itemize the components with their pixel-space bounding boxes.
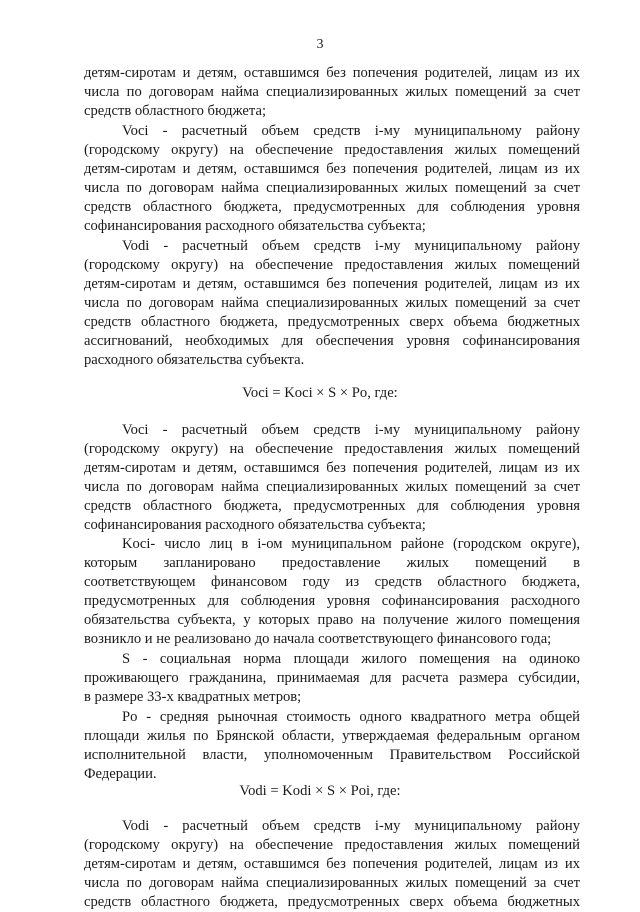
text-line: Vodi - расчетный объем средств i-му муниципальному району — [122, 238, 580, 254]
text-line: числа по договорам найма специализированных жилых помещений за счет — [84, 875, 580, 891]
text-line: (городскому округу) на обеспечение предоставления жилых помещений — [84, 837, 580, 853]
text-line: детям-сиротам и детям, оставшимся без попечения родителей, лицам из их — [84, 65, 580, 81]
text-line: площади жилья по Брянской области, утверждаемая федеральным органом — [84, 728, 580, 744]
text-line: проживающего гражданина, принимаемая для расчета размера субсидии, — [84, 670, 580, 686]
text-line: числа по договорам найма специализированных жилых помещений за счет — [84, 479, 580, 495]
text-line: детям-сиротам и детям, оставшимся без попечения родителей, лицам из их — [84, 161, 580, 177]
text-line: средств областного бюджета; — [84, 103, 266, 119]
formula: Vodi = Kodi × S × Poi, где: — [239, 783, 401, 799]
text-line: софинансирования расходного обязательства субъекта; — [84, 517, 426, 533]
text-line: средств областного бюджета, предусмотренных для соблюдения уровня — [84, 498, 580, 514]
text-line: детям-сиротам и детям, оставшимся без попечения родителей, лицам из их — [84, 276, 580, 292]
page-number: 3 — [316, 37, 324, 52]
text-line: предусмотренных для соблюдения уровня софинансирования расходного — [84, 593, 580, 609]
text-line: Vodi - расчетный объем средств i-му муниципальному району — [122, 818, 580, 834]
text-line: числа по договорам найма специализированных жилых помещений за счет — [84, 84, 580, 100]
text-line: Po - средняя рыночная стоимость одного квадратного метра общей — [122, 709, 580, 725]
text-line: Voci - расчетный объем средств i-му муниципальному району — [122, 422, 580, 438]
text-line: Voci - расчетный объем средств i-му муниципальному району — [122, 123, 580, 139]
text-line: числа по договорам найма специализированных жилых помещений за счет — [84, 180, 580, 196]
text-line: Koci- число лиц в i-ом муниципальном районе (городском округе), — [122, 536, 580, 552]
text-line: ассигнований, необходимых для обеспечения уровня софинансирования — [84, 333, 580, 349]
text-line: которым запланировано предоставление жилых помещений в — [84, 555, 580, 571]
text-line: числа по договорам найма специализированных жилых помещений за счет — [84, 295, 580, 311]
text-line: исполнительной власти, уполномоченным Правительством Российской — [84, 747, 580, 763]
text-line: Федерации. — [84, 766, 157, 782]
formula: Voci = Koci × S × Po, где: — [242, 385, 398, 401]
text-line: обязательства субъекта, у которых право на получение жилого помещения — [84, 612, 580, 628]
text-line: средств областного бюджета, предусмотренных сверх объема бюджетных — [84, 314, 580, 330]
text-line: S - социальная норма площади жилого помещения на одиноко — [122, 651, 580, 667]
text-line: софинансирования расходного обязательства субъекта; — [84, 218, 426, 234]
text-line: (городскому округу) на обеспечение предоставления жилых помещений — [84, 257, 580, 273]
text-line: (городскому округу) на обеспечение предоставления жилых помещений — [84, 142, 580, 158]
text-line: средств областного бюджета, предусмотренных для соблюдения уровня — [84, 199, 580, 215]
text-line: детям-сиротам и детям, оставшимся без попечения родителей, лицам из их — [84, 856, 580, 872]
text-line: соответствующем финансовом году из средств областного бюджета, — [84, 574, 580, 590]
text-line: средств областного бюджета, предусмотренных сверх объема бюджетных — [84, 894, 580, 910]
text-line: детям-сиротам и детям, оставшимся без попечения родителей, лицам из их — [84, 460, 580, 476]
text-line: возникло и не реализовано до начала соответствующего финансового года; — [84, 631, 552, 647]
text-line: в размере 33-х квадратных метров; — [84, 689, 302, 705]
text-line: расходного обязательства субъекта. — [84, 352, 305, 368]
text-line: (городскому округу) на обеспечение предоставления жилых помещений — [84, 441, 580, 457]
